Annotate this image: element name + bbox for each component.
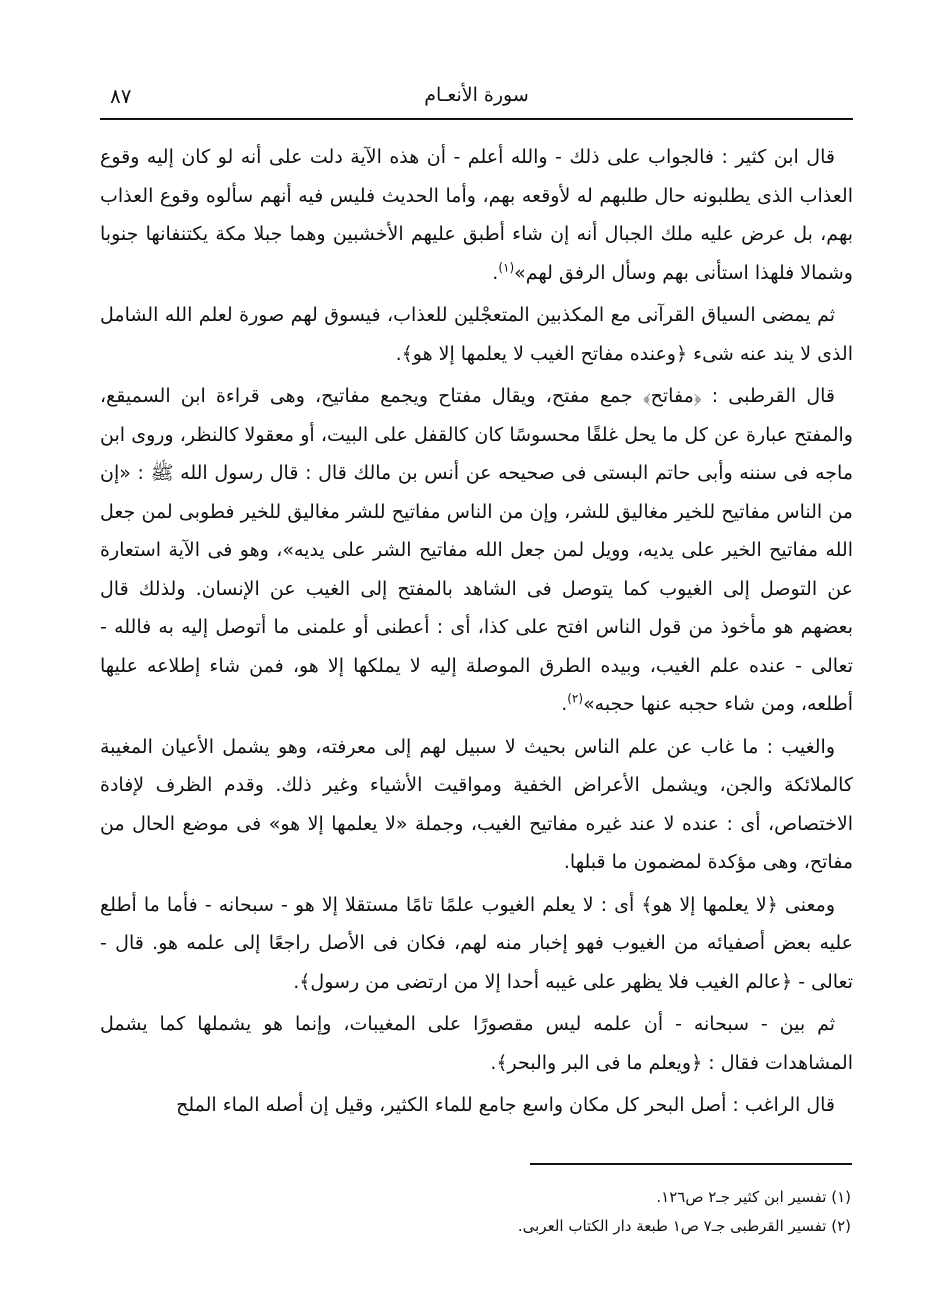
footnote-marker: (٢) [567,691,584,706]
footnote: (١) تفسير ابن كثير جـ٢ ص١٢٦. [656,1188,851,1206]
footnote-marker: (١) [498,260,515,275]
paragraph: قال ابن كثير : فالجواب على ذلك - والله أعلم - أن هذه الآية دلت على أنه لو كان إليه وقوع العذاب الذى يطلبونه حال طلبهم له لأوقعه بهم، وأما الحديث فليس فيه أنهم سألوه وقوع العذاب بهم، بل عرض عليه ملك الجبال أنه إن شاء أطبق عليهم الأخشبين وهما جبلا مكة يكتنفانها جنوبا وشمالا فلهذا استأنى بهم وسأل الرفق لهم»$^{(١)}$. [100,146,853,284]
paragraph: ثم يمضى السياق القرآنى مع المكذبين المتعجْلين للعذاب، فيسوق لهم صورة لعلم الله الشامل الذى لا يند عنه شىء ﴿وعنده مفاتح الغيب لا يعلمها إلا هو﴾. [100,304,853,365]
paragraph: ثم بين - سبحانه - أن علمه ليس مقصورًا على المغيبات، وإنما هو يشملها كما يشمل المشاهدات فقال : ﴿ويعلم ما فى البر والبحر﴾. [100,1013,853,1074]
page-number: ٨٧ [110,84,132,108]
paragraph: قال الراغب : أصل البحر كل مكان واسع جامع للماء الكثير، وقيل إن أصله الماء الملح [176,1094,835,1116]
paragraph: ومعنى ﴿لا يعلمها إلا هو﴾ أى : لا يعلم الغيوب علمًا تامًا مستقلا إلا هو - سبحانه - فأما ما أطلع عليه بعض أصفيائه من الغيوب فهو إخبار منه لهم، فكان فى الأصل راجعًا إلى علمه هو. قال - تعالى - ﴿عالم الغيب فلا يظهر على غيبه أحدا إلا من ارتضى من رسول﴾. [100,893,853,993]
running-title: سورة الأنعـام [424,84,529,106]
footnote: (٢) تفسير القرطبى جـ٧ ص١ طبعة دار الكتاب العربى. [517,1217,851,1235]
footnote-divider [530,1163,852,1165]
footnotes [300,1183,851,1241]
body-text [100,138,853,1129]
page-header [100,78,853,120]
paragraph: والغيب : ما غاب عن علم الناس بحيث لا سبيل لهم إلى معرفته، وهو يشمل الأعيان المغيبة كالملائكة والجن، ويشمل الأعراض الخفية ومواقيت الأشياء وغير ذلك. وقدم الظرف لإفادة الاختصاص، أى : عنده لا عند غيره مفاتيح الغيب، وجملة «لا يعلمها إلا هو» فى موضع الحال من مفاتح، وهى مؤكدة لمضمون ما قبلها. [100,735,853,873]
paragraph: قال القرطبى : ﴿مفاتح﴾ جمع مفتح، ويقال مفتاح ويجمع مفاتيح، وهى قراءة ابن السميقع، والمفتح عبارة عن كل ما يحل غلقًا محسوسًا كان كالقفل على البيت، أو معقولا كالنظر، وروى ابن ماجه فى سننه وأبى حاتم البستى فى صحيحه عن أنس بن مالك قال : قال رسول الله ﷺ : «إن من الناس مفاتيح للخير مغاليق للشر، وإن من الناس مفاتيح للشر مغاليق للخير فطوبى لمن جعل الله مفاتيح الخير على يديه، وويل لمن جعل الله مفاتيح الشر على يديه»، وهو فى الآية استعارة عن التوصل إلى الغيوب كما يتوصل فى الشاهد بالمفتح إلى الغيب عن الإنسان. ولذلك قال بعضهم هو مأخوذ من قول الناس افتح على كذا، أى : أعطنى أو علمنى ما أتوصل إليه به فالله - تعالى - عنده علم الغيب، وبيده الطرق الموصلة إليه لا يملكها إلا هو، فمن شاء إطلاعه عليها أطلعه، ومن شاء حجبه عنها حجبه»$^{(٢)}$. [100,385,853,715]
